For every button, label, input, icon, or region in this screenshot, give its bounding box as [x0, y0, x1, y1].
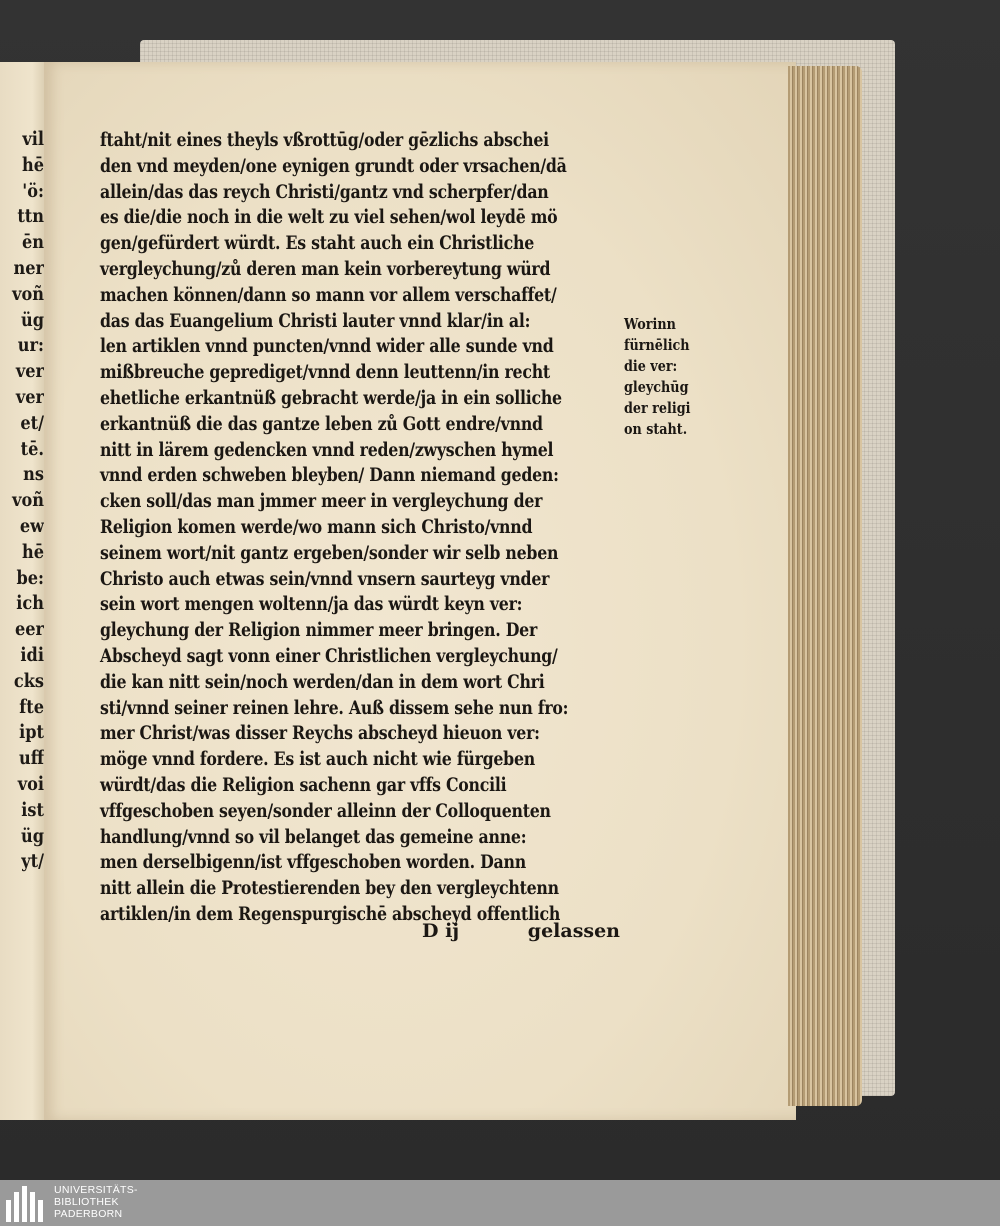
text-line: gleychung der Religion nimmer meer bringen. Der — [100, 619, 538, 642]
left-page-line: hē — [21, 153, 44, 176]
marginal-note-line: der religi — [624, 399, 691, 417]
left-page-line: ns — [23, 463, 44, 486]
text-line: allein/das das reych Christi/gantz vnd scherpfer/dan — [100, 180, 549, 203]
text-line: Religion komen werde/wo mann sich Christo/vnnd — [100, 515, 533, 538]
library-name — [54, 1184, 138, 1220]
text-line: ftaht/nit eines theyls vßrottūg/oder gēzlichs abschei — [100, 129, 549, 151]
left-page-line: ver — [15, 360, 44, 383]
left-page-line: üg — [20, 824, 44, 847]
library-name-line: PADERBORN — [54, 1208, 123, 1220]
left-page-line: ēn — [21, 231, 44, 254]
text-line: machen können/dann so mann vor allem verschaffet/ — [100, 283, 557, 306]
text-line: mer Christ/was disser Reychs abscheyd hieuon ver: — [100, 722, 540, 745]
marginal-note-line: on staht. — [624, 420, 688, 438]
text-line: nitt in lärem gedencken vnnd reden/zwyschen hymel — [100, 438, 554, 461]
text-line: sein wort mengen woltenn/ja das würdt keyn ver: — [100, 593, 523, 616]
text-line: das das Euangelium Christi lauter vnnd klar/in al: — [100, 309, 531, 332]
text-line: vergleychung/zů deren man kein vorbereytung würd — [100, 257, 551, 280]
text-line: Abscheyd sagt vonn einer Christlichen vergleychung/ — [100, 644, 558, 667]
left-page-line: ipt — [19, 721, 44, 744]
left-page-line: uff — [18, 747, 44, 770]
marginal-note-line: fürnēlich — [624, 336, 690, 354]
signature-mark: D ij — [422, 920, 460, 942]
left-page-line: üg — [20, 308, 44, 331]
left-page-line: idi — [20, 644, 44, 666]
left-page-line: ich — [16, 592, 44, 615]
left-page-line: et/ — [20, 411, 44, 434]
left-page-line: ew — [19, 515, 44, 537]
text-line: erkantnüß die das gantze leben zů Gott endre/vnnd — [100, 412, 543, 435]
page-edges — [788, 66, 862, 1106]
left-page-line: be: — [16, 566, 44, 589]
text-line: gen/gefürdert würdt. Es staht auch ein Christliche — [100, 232, 535, 255]
left-page-line: vil — [22, 128, 44, 150]
marginal-note-line: gleychūg — [624, 378, 689, 396]
text-line: vnnd erden schweben bleyben/ Dann niemand geden: — [100, 464, 559, 487]
text-line: vffgeschoben seyen/sonder alleinn der Colloquenten — [100, 799, 551, 822]
left-page-line: voi — [17, 773, 44, 795]
text-line: handlung/vnnd so vil belanget das gemeine anne: — [100, 825, 527, 848]
left-page-line: 'ö: — [22, 179, 44, 202]
text-line: sti/vnnd seiner reinen lehre. Auß dissem sehe nun fro: — [100, 696, 569, 719]
text-line: den vnd meyden/one eynigen grundt oder vrsachen/dā — [100, 154, 567, 177]
text-line: cken soll/das man jmmer meer in vergleychung der — [100, 490, 543, 513]
catchword: gelassen — [527, 920, 620, 942]
text-line: würdt/das die Religion sachenn gar vffs Concili — [100, 773, 507, 796]
left-page-line: voñ — [12, 282, 44, 305]
marginal-note-line: Worinn — [624, 315, 676, 333]
left-page-line: ttn — [17, 205, 44, 228]
marginal-note — [624, 314, 714, 440]
text-line: es die/die noch in die welt zu viel sehen/wol leydē mö — [100, 206, 558, 229]
text-line: möge vnnd fordere. Es ist auch nicht wie fürgeben — [100, 748, 535, 771]
left-page-line: fte — [19, 695, 44, 718]
text-line: mißbreuche geprediget/vnnd denn leuttenn/in recht — [100, 361, 550, 384]
text-line: Christo auch etwas sein/vnnd vnsern saurteyg vnder — [100, 567, 550, 590]
left-page-line: tē. — [20, 437, 44, 460]
left-page-line: cks — [13, 669, 45, 692]
left-page-line: ur: — [17, 334, 44, 357]
text-line: men derselbigenn/ist vffgeschoben worden. Dann — [100, 851, 526, 874]
left-page-line: eer — [14, 618, 45, 641]
text-line: artiklen/in dem Regenspurgischē abscheyd offentlich — [100, 902, 561, 925]
text-line: ehetliche erkantnüß gebracht werde/ja in ein solliche — [100, 386, 562, 409]
page-footer-line — [100, 920, 620, 946]
library-name-line: BIBLIOTHEK — [54, 1196, 119, 1208]
left-page-fragment — [0, 62, 46, 1120]
left-page-line: ist — [21, 798, 44, 821]
text-line: nitt allein die Protestierenden bey den vergleychtenn — [100, 877, 559, 900]
text-line: seinem wort/nit gantz ergeben/sonder wir selb neben — [100, 541, 559, 564]
left-page-line: voñ — [12, 489, 44, 512]
library-name-line: UNIVERSITÄTS- — [54, 1184, 138, 1196]
left-page-line: hē — [21, 540, 44, 563]
left-page-line: ner — [13, 257, 44, 279]
left-page-line: yt/ — [21, 850, 44, 873]
text-line: die kan nitt sein/noch werden/dan in dem wort Chri — [100, 670, 545, 693]
marginal-note-line: die ver: — [624, 357, 678, 375]
library-footer — [0, 1180, 1000, 1226]
left-page-line: ver — [15, 386, 44, 408]
main-text-block — [100, 128, 620, 928]
text-line: len artiklen vnnd puncten/vnnd wider alle sunde vnd — [100, 335, 554, 358]
library-logo-icon — [6, 1184, 46, 1222]
